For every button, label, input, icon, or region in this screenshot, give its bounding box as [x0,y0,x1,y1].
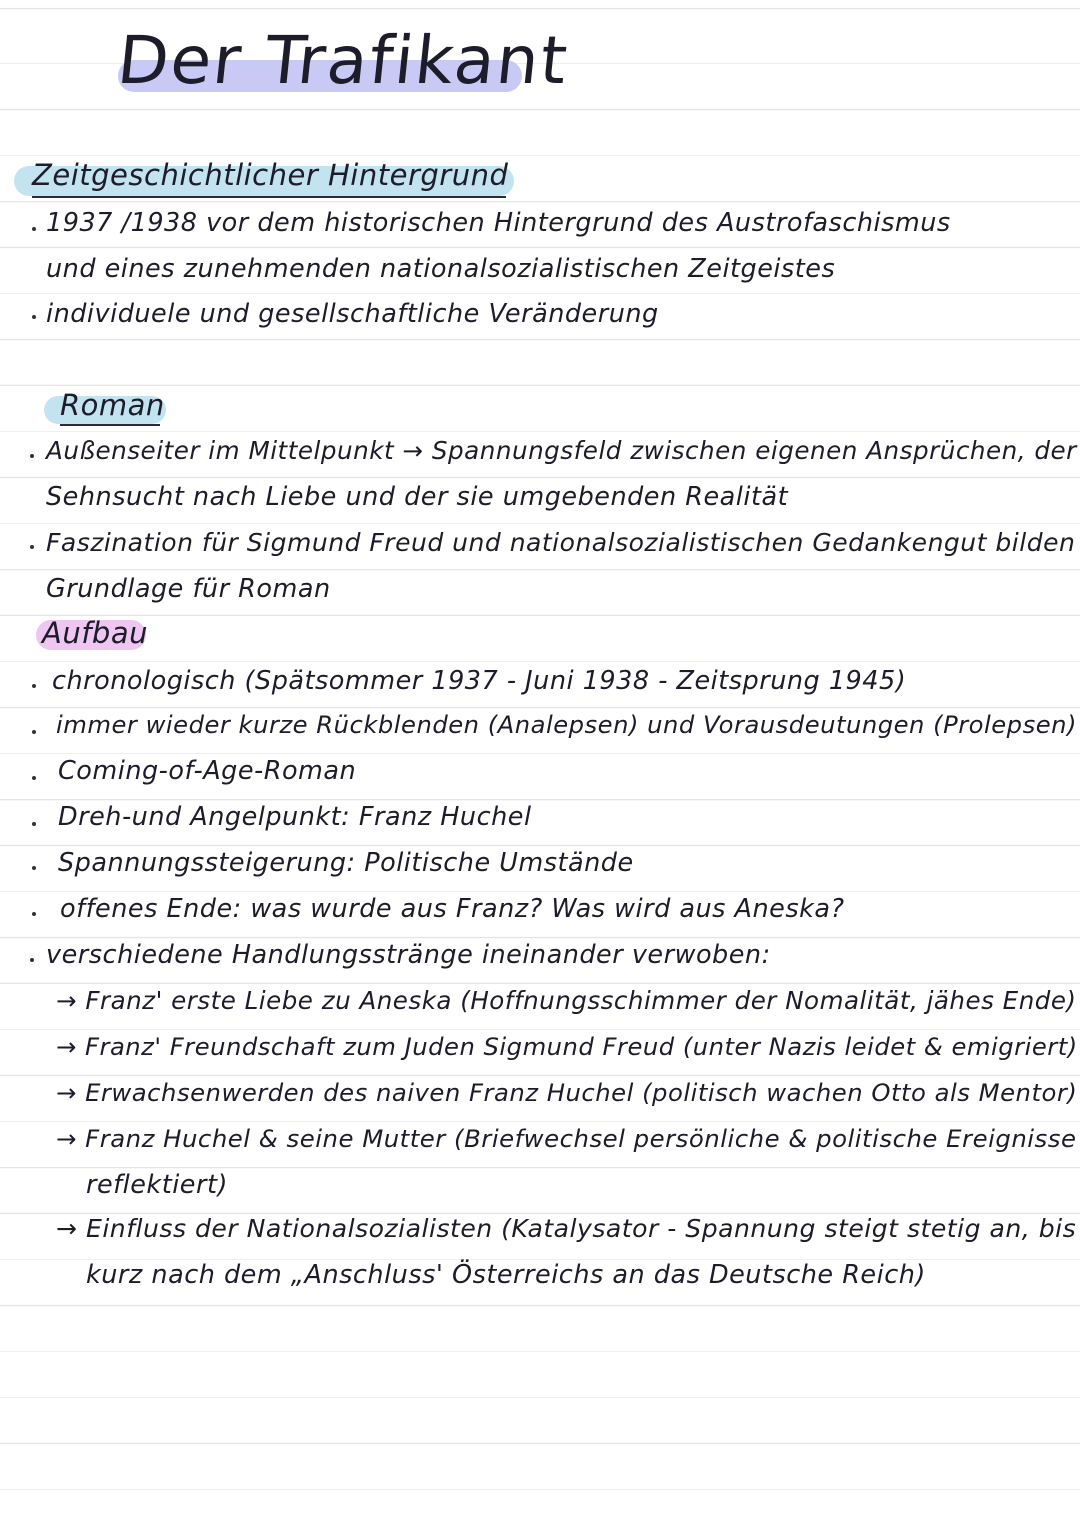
heading-roman: Roman [60,388,165,422]
arrow-item: → Franz' Freundschaft zum Juden Sigmund Freud (unter Nazis leidet & emigriert) [56,1032,1078,1061]
bullet [32,866,36,870]
heading-zeitgeschichte: Zeitgeschichtlicher Hintergrund [32,158,509,192]
arrow-item: → Franz Huchel & seine Mutter (Briefwechsel persönliche & politische Ereignisse [56,1124,1077,1153]
text-line: Coming-of-Age-Roman [58,756,357,786]
text-line: 1937 /1938 vor dem historischen Hintergrund des Austrofaschismus [46,208,951,238]
bullet [30,454,34,458]
page-title: Der Trafikant [113,22,573,99]
text-line: Außenseiter im Mittelpunkt → Spannungsfeld zwischen eigenen Ansprüchen, der [46,436,1077,465]
text-line: verschiedene Handlungsstränge ineinander verwoben: [46,940,771,970]
text-line: Grundlage für Roman [46,574,331,604]
bullet [32,822,36,826]
heading-underline [60,424,160,426]
bullet [32,315,36,319]
text-line: Spannungssteigerung: Politische Umstände [58,848,634,878]
bullet [32,912,36,916]
bullet [30,545,34,549]
bullet [30,958,34,962]
heading-aufbau: Aufbau [42,616,148,650]
arrow-item-continued: reflektiert) [86,1170,228,1200]
text-line: immer wieder kurze Rückblenden (Analepsen) und Vorausdeutungen (Prolepsen) [56,710,1077,739]
text-line: individuele und gesellschaftliche Veränderung [46,299,659,329]
heading-underline [32,196,506,198]
text-line: chronologisch (Spätsommer 1937 - Juni 1938 - Zeitsprung 1945) [52,666,907,696]
arrow-item: → Franz' erste Liebe zu Aneska (Hoffnungsschimmer der Nomalität, jähes Ende) [56,986,1077,1015]
arrow-item: → Erwachsenwerden des naiven Franz Huchel (politisch wachen Otto als Mentor) [56,1078,1078,1107]
bullet [32,776,36,780]
text-line: Faszination für Sigmund Freud und nationalsozialistischen Gedankengut bilden [46,528,1076,557]
bullet [32,730,36,734]
arrow-item: → Einfluss der Nationalsozialisten (Katalysator - Spannung steigt stetig an, bis [56,1214,1077,1243]
text-line: Sehnsucht nach Liebe und der sie umgebenden Realität [46,482,789,512]
bullet [32,227,36,231]
arrow-item-continued: kurz nach dem „Anschluss' Österreichs an das Deutsche Reich) [86,1260,926,1290]
text-line: und eines zunehmenden nationalsozialistischen Zeitgeistes [46,254,836,284]
text-line: offenes Ende: was wurde aus Franz? Was wird aus Aneska? [60,894,845,924]
text-line: Dreh-und Angelpunkt: Franz Huchel [58,802,532,832]
bullet [32,684,36,688]
